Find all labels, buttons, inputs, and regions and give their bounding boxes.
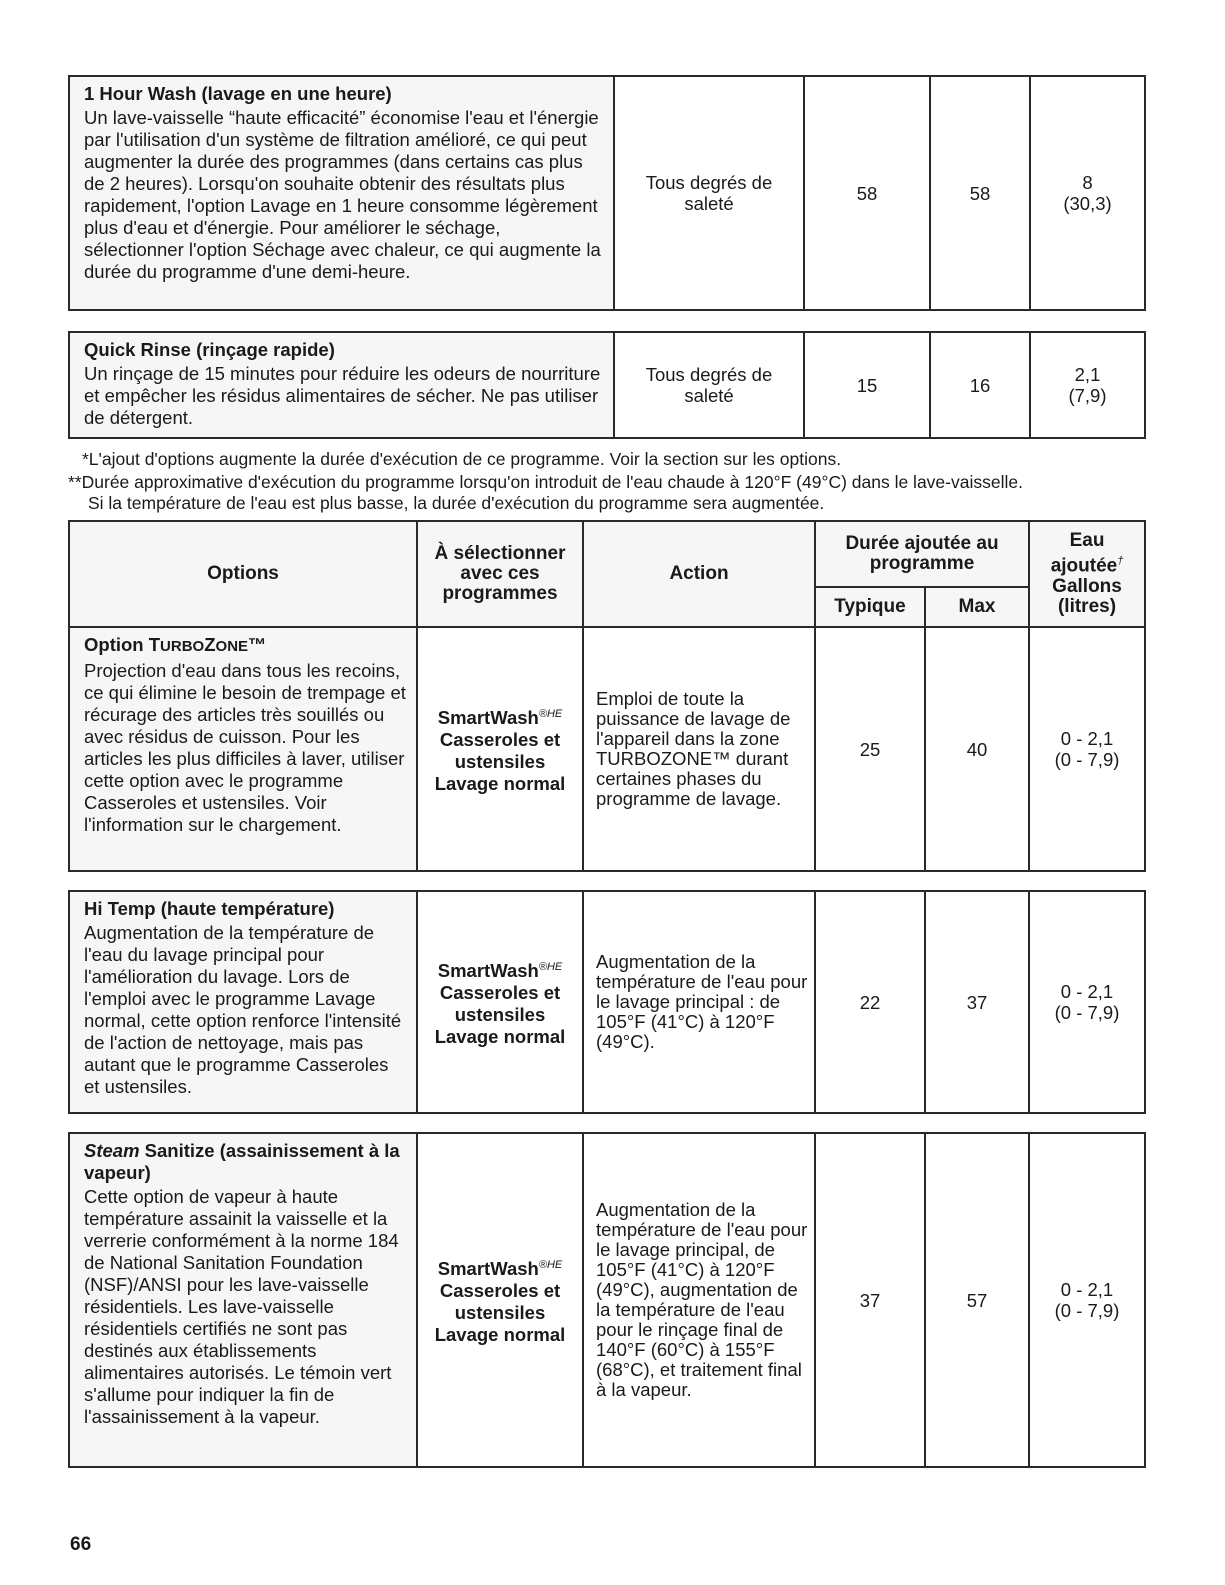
option-description-cell — [69, 1133, 417, 1467]
water-litres: (0 - 7,9) — [1054, 1002, 1120, 1023]
option-title: Steam Sanitize (assainissement à la vapeur) — [84, 1140, 400, 1183]
soil-level — [614, 332, 804, 438]
program-description-cell — [69, 332, 614, 438]
program-description: Un rinçage de 15 minutes pour réduire les odeurs de nourriture et empêcher les résidus alimentaires de sécher. Ne pas utiliser de détergent. — [84, 363, 601, 428]
program-title: 1 Hour Wash (lavage en une heure) — [84, 83, 392, 104]
program-description-cell — [69, 76, 614, 310]
water-gallons: 0 - 2,1 — [1060, 728, 1114, 749]
header-select-line: programmes — [442, 583, 558, 604]
option-programs — [417, 627, 583, 871]
header-water — [1029, 521, 1145, 627]
option-description: Projection d'eau dans tous les recoins, ce qui élimine le besoin de trempage et récurage des articles très souillés ou avec résidus de cuisson. Pour les articles les plus difficiles à laver, utiliser cette option avec le programme Casseroles et ustensiles. Voir l'information sur le chargement. — [84, 660, 406, 835]
program-table-1hour — [68, 75, 1146, 311]
max-value: 37 — [925, 891, 1029, 1113]
footnote-3: Si la température de l'eau est plus basse, la durée d'exécution du programme sera augmentée. — [88, 493, 825, 513]
footnote-1: *L'ajout d'options augmente la durée d'exécution de ce programme. Voir la section sur les options. — [82, 449, 842, 469]
option-action: Augmentation de la température de l'eau pour le lavage principal : de 105°F (41°C) à 120°F (49°C). — [583, 891, 815, 1113]
program-casseroles: Casseroles et — [439, 982, 561, 1004]
option-programs — [417, 1133, 583, 1467]
max-value: 57 — [925, 1133, 1029, 1467]
program-normal: Lavage normal — [434, 1324, 566, 1346]
header-max: Max — [925, 587, 1029, 627]
typical-value: 22 — [815, 891, 925, 1113]
water-value — [1030, 76, 1145, 310]
typical-value: 37 — [815, 1133, 925, 1467]
option-description: Cette option de vapeur à haute température assainit la vaisselle et la verrerie conformément à la norme 184 de National Sanitation Foundation (NSF)/ANSI pour les lave-vaisselle résidentiels. Les lave-vaisselle résidentiels certifiés ne sont pas destinés aux établissements alimentaires autorisés. Le témoin vert s'allume pour indiquer la fin de l'assainissement à la vapeur. — [84, 1186, 399, 1427]
option-title: Hi Temp (haute température) — [84, 898, 335, 919]
program-smartwash: SmartWash — [437, 960, 539, 982]
water-value — [1030, 332, 1145, 438]
registered-mark: ®HE — [538, 1258, 563, 1271]
option-description-cell — [69, 891, 417, 1113]
option-table-steam — [68, 1132, 1146, 1468]
time-value-2: 16 — [930, 332, 1030, 438]
soil-level — [614, 76, 804, 310]
registered-mark: ®HE — [538, 960, 563, 973]
time-value-2: 58 — [930, 76, 1030, 310]
option-table-hitemp — [68, 890, 1146, 1114]
water-gallons: 8 — [1082, 172, 1093, 193]
water-litres: (0 - 7,9) — [1054, 1300, 1120, 1321]
header-water-line: Gallons — [1052, 575, 1122, 597]
header-duration-line: programme — [869, 553, 975, 574]
header-select-line: avec ces — [460, 563, 540, 584]
program-normal: Lavage normal — [434, 1026, 566, 1048]
header-duration-line: Durée ajoutée au — [845, 533, 999, 554]
option-action: Augmentation de la température de l'eau pour le lavage principal, de 105°F (41°C) à 120°F (49°C), augmentation de la température de l'eau pour le rinçage final de 140°F (60°C) à 155°F (68°C), et traitement final à la vapeur. — [583, 1133, 815, 1467]
water-value — [1029, 1133, 1145, 1467]
header-action: Action — [583, 521, 815, 627]
program-table-quickrinse — [68, 331, 1146, 439]
option-description: Augmentation de la température de l'eau du lavage principal pour l'amélioration du lavage. Lors de l'emploi avec le programme Lavage normal, cette option renforce l'intensité de l'action de nettoyage, mais pas autant que le programme Casseroles et ustensiles. — [84, 922, 402, 1097]
program-smartwash: SmartWash — [437, 1258, 539, 1280]
water-value — [1029, 891, 1145, 1113]
soil-level-text: Tous degrés de saleté — [645, 364, 773, 406]
time-value: 58 — [804, 76, 930, 310]
program-ustensiles: ustensiles — [454, 1302, 546, 1324]
typical-value: 25 — [815, 627, 925, 871]
header-select-line: À sélectionner — [434, 543, 566, 564]
program-casseroles: Casseroles et — [439, 729, 561, 751]
header-water-line — [1030, 551, 1144, 576]
registered-mark: ®HE — [538, 707, 563, 720]
option-title: Option TURBOZONE™ — [84, 634, 267, 655]
option-programs — [417, 891, 583, 1113]
water-gallons: 0 - 2,1 — [1060, 1279, 1114, 1300]
header-duration — [815, 521, 1029, 587]
water-gallons: 2,1 — [1074, 364, 1101, 385]
dagger-mark: † — [1117, 555, 1124, 568]
header-options: Options — [69, 521, 417, 627]
program-normal: Lavage normal — [434, 773, 566, 795]
header-select — [417, 521, 583, 627]
footnote-2: **Durée approximative d'exécution du programme lorsqu'on introduit de l'eau chaude à 120°F (49°C) dans le lave-vaisselle. — [68, 472, 1023, 492]
soil-level-text: Tous degrés de saleté — [645, 172, 773, 214]
water-litres: (7,9) — [1068, 385, 1107, 406]
program-title: Quick Rinse (rinçage rapide) — [84, 339, 335, 360]
program-ustensiles: ustensiles — [454, 751, 546, 773]
water-litres: (0 - 7,9) — [1054, 749, 1120, 770]
option-action: Emploi de toute la puissance de lavage de l'appareil dans la zone TURBOZONE™ durant certaines phases du programme de lavage. — [583, 627, 815, 871]
max-value: 40 — [925, 627, 1029, 871]
time-value: 15 — [804, 332, 930, 438]
water-gallons: 0 - 2,1 — [1060, 981, 1114, 1002]
program-description: Un lave-vaisselle “haute efficacité” économise l'eau et l'énergie par l'utilisation d'un système de filtration amélioré, ce qui peut augmenter la durée des programmes (dans certains cas plus de 2 heures). Lorsqu'on souhaite obtenir des résultats plus rapidement, l'option Lavage en 1 heure consomme légèrement plus d'eau et d'énergie. Pour améliorer le séchage, sélectionner l'option Séchage avec chaleur, ce qui augmente la durée du programme d'une demi-heure. — [84, 107, 601, 282]
program-ustensiles: ustensiles — [454, 1004, 546, 1026]
option-description-cell — [69, 627, 417, 871]
header-water-word: ajoutée — [1050, 555, 1118, 577]
header-water-line: Eau — [1069, 530, 1105, 552]
header-typical: Typique — [815, 587, 925, 627]
page-number: 66 — [70, 1534, 92, 1555]
program-casseroles: Casseroles et — [439, 1280, 561, 1302]
header-water-line: (litres) — [1057, 595, 1117, 617]
program-smartwash: SmartWash — [437, 707, 539, 729]
water-litres: (30,3) — [1063, 193, 1112, 214]
water-value — [1029, 627, 1145, 871]
options-table — [68, 520, 1146, 872]
